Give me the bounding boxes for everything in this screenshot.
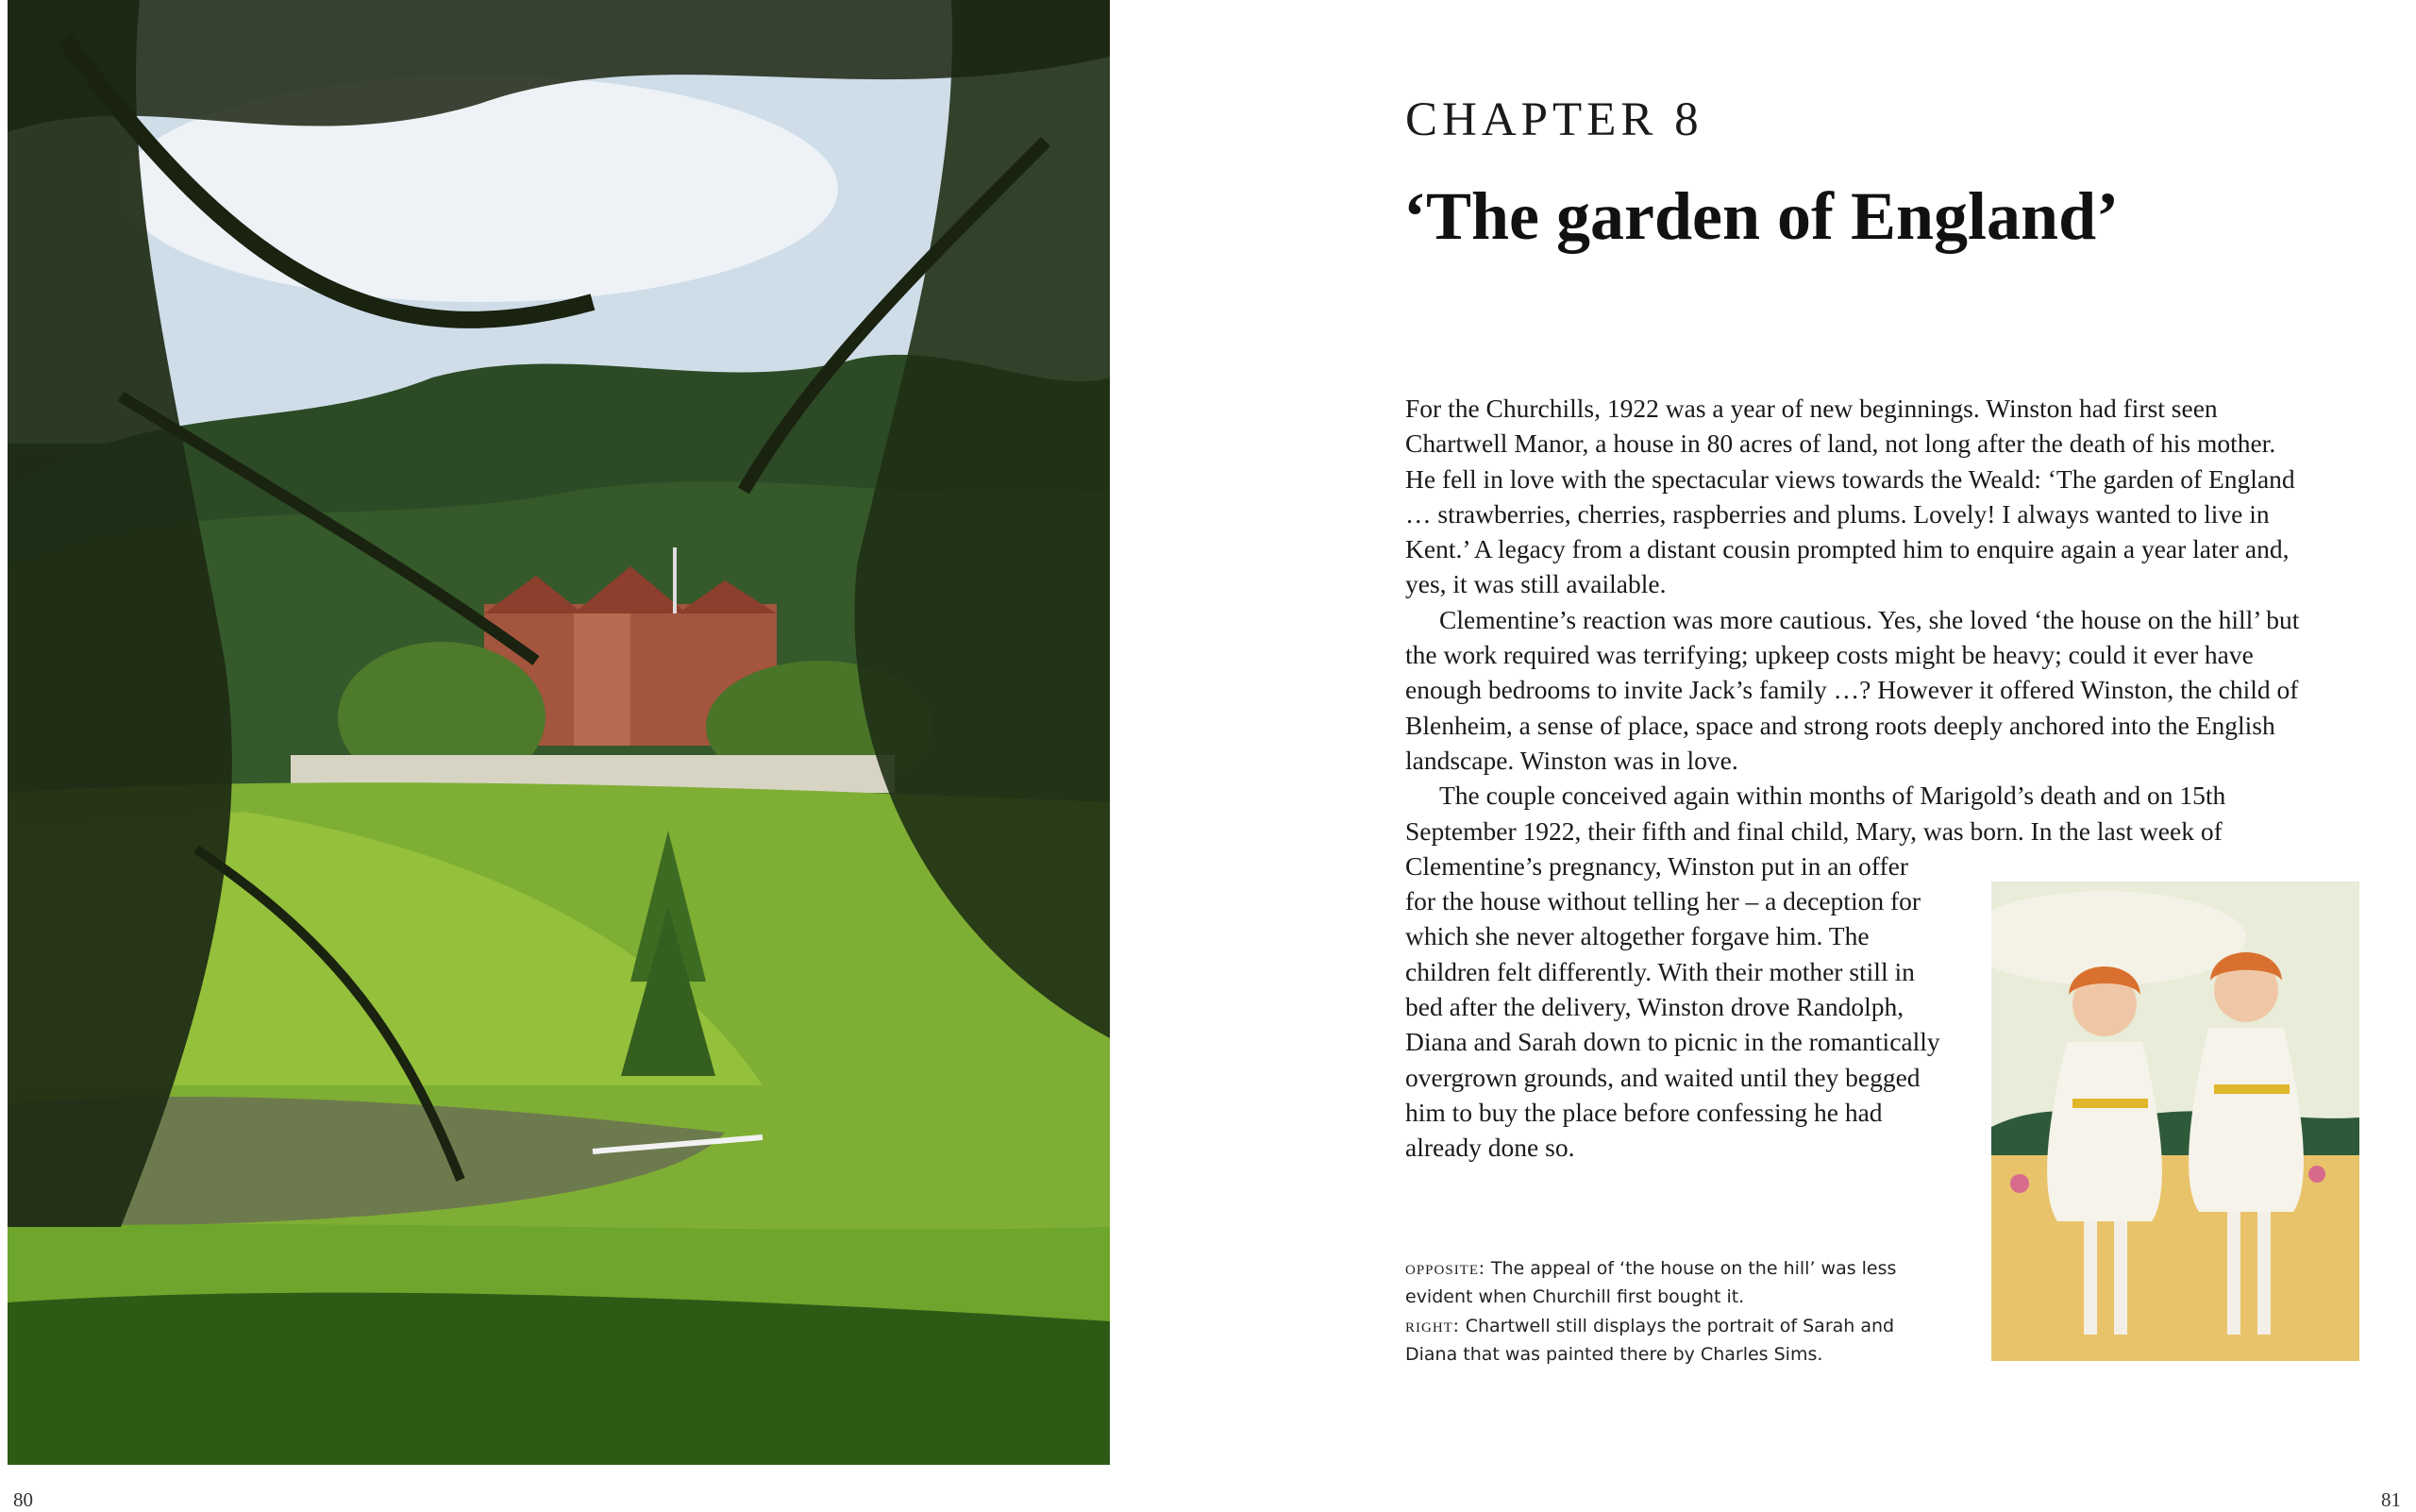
caption-label: opposite:: [1405, 1256, 1485, 1279]
caption-opposite: [1405, 1253, 1934, 1311]
paragraph-2: Clementine’s reaction was more cautious. Yes, she loved ‘the house on the hill’ but the work required was terrifying; upkeep costs might be heavy; could it ever have enough bedrooms to invite Jack’s family …? However it offered Winston, the child of Blenheim, a sense of place, space and strong roots deeply anchored into the English landscape. Winston was in love.: [1405, 604, 2300, 775]
caption-text: The appeal of ‘the house on the hill’ was less evident when Churchill first bought it.: [1405, 1258, 1897, 1307]
chapter-label: CHAPTER 8: [1405, 93, 1703, 146]
caption-right: [1405, 1311, 1934, 1369]
captions: [1405, 1253, 1934, 1369]
page-number-left: 80: [13, 1488, 33, 1511]
caption-label: right:: [1405, 1314, 1460, 1336]
portrait-painting-icon: [1991, 882, 2359, 1361]
paragraph-4: Clementine’s pregnancy, Winston put in an offer for the house without telling her – a deception for which she never altogether forgave him. The children felt differently. With their mother still in bed after the delivery, Winston drove Randolph, Diana and Sarah down to picnic in the romantically overgrown grounds, and waited until they begged him to buy the place before confessing he had already done so.: [1405, 850, 1940, 1163]
paragraph-3: The couple conceived again within months of Marigold’s death and on 15th September 1922, their fifth and final child, Mary, was born. In the last week of: [1405, 781, 2226, 846]
caption-text: Chartwell still displays the portrait of Sarah and Diana that was painted there by Charles Sims.: [1405, 1316, 1895, 1365]
chapter-title: ‘The garden of England’: [1403, 178, 2120, 254]
paragraph-1: For the Churchills, 1922 was a year of new beginnings. Winston had first seen Chartwell Manor, a house in 80 acres of land, not long after the death of his mother. He fell in love with the spectacular views towards the Weald: ‘The garden of England … strawberries, cherries, raspberries and plums. Lovely! I always wanted to live in Kent.’ A legacy from a distant cousin prompted him to enquire again a year later and, yes, it was still available.: [1405, 394, 2295, 599]
page-number-right: 81: [2381, 1488, 2401, 1511]
landscape-photo-icon: [8, 0, 1110, 1465]
